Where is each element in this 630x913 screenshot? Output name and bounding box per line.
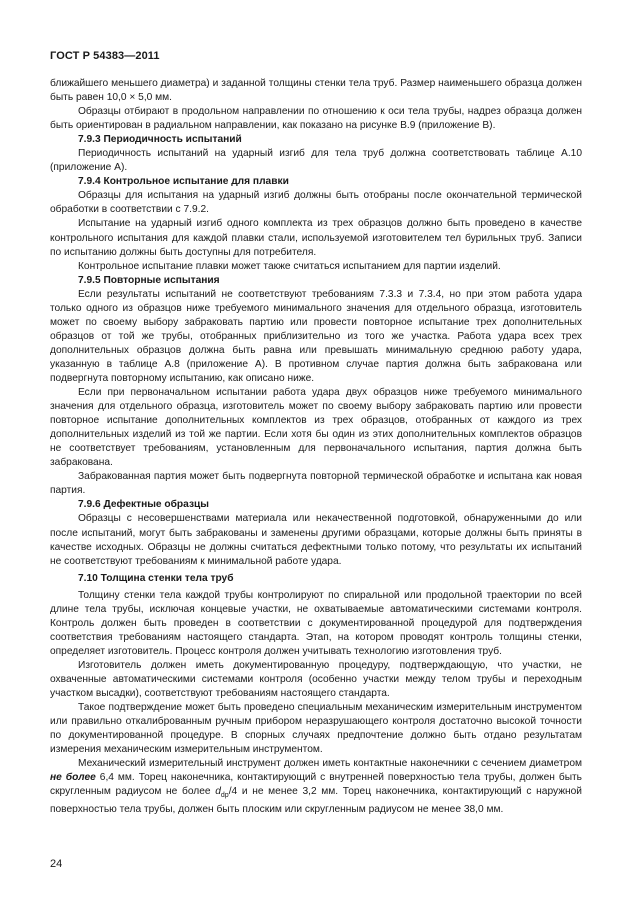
paragraph: Такое подтверждение может быть проведено специальным механическим измерительным инструментом или правильно откалиброванным ручным прибором неразрушающего контроля достаточно высокой точности по документированной процедуре. В спорных случаях предпочтение должно быть отдано результатам измерения механическим измерительным инструментом.: [50, 702, 582, 756]
paragraph: Образцы отбирают в продольном направлении по отношению к оси тела трубы, надрез образца должен быть ориентирован в радиальном направлении, как показано на рисунке В.9 (приложение В).: [50, 106, 582, 132]
paragraph: Испытание на ударный изгиб одного комплекта из трех образцов должно быть проведено в качестве контрольного испытания для каждой плавки стали, используемой изготовителем тел бурильных труб. Записи по испытанию должны быть доступны для потребителя.: [50, 218, 582, 258]
text-run: 6,4 мм. Торец наконечника, контактирующий с внутренней поверхностью тела трубы, должен быть скругленным радиусом не более: [50, 772, 582, 798]
section-heading: 7.9.4 Контрольное испытание для плавки: [78, 176, 289, 188]
section-heading: 7.9.5 Повторные испытания: [78, 274, 220, 286]
paragraph: Периодичность испытаний на ударный изгиб для тела труб должна соответствовать таблице А.10 (приложение А).: [50, 148, 582, 174]
paragraph: Контрольное испытание плавки может также считаться испытанием для партии изделий.: [78, 260, 501, 272]
paragraph: Образцы для испытания на ударный изгиб должны быть отобраны после окончательной термической обработки в соответствии с 7.9.2.: [50, 190, 582, 216]
section-heading: 7.9.3 Периодичность испытаний: [78, 134, 242, 146]
text-run: $d_{dp}$: [215, 786, 229, 800]
paragraph: Изготовитель должен иметь документированную процедуру, подтверждающую, что участки, не охваченные автоматическими системами контроля (особенно участки между телом трубы и переходным участком высадки), соответствуют требованиям настоящего стандарта.: [50, 659, 582, 700]
section-heading: 7.10 Толщина стенки тела труб: [78, 572, 234, 584]
paragraph: Если при первоначальном испытании работа удара двух образцов ниже требуемого минимального значения для отдельного образца, изготовитель может по своему выбору забраковать партию или провести повторное испытание дополнительных комплектов из трех образцов, отобранных от каждого из трех дополнительных изделий из той же партии. Если хотя бы один из этих дополнительных комплектов образцов не соответствует требованиям, установленным для первоначального испытания, партия должна быть забракована.: [50, 387, 582, 469]
text-run: dp: [220, 792, 229, 800]
document-body: [50, 77, 582, 817]
page-number: 24: [50, 858, 63, 870]
document-header: ГОСТ Р 54383—2011: [50, 50, 160, 62]
section-heading: 7.9.6 Дефектные образцы: [78, 499, 209, 511]
text-run: /4 и не менее 3,2 мм. Торец наконечника, контактирующий с наружной поверхностью тела трубы, должен быть плоским или скругленным радиусом не менее 38,0 мм.: [50, 786, 582, 816]
paragraph: [50, 757, 582, 817]
paragraph: Если результаты испытаний не соответствуют требованиям 7.3.3 и 7.3.4, но при этом работа удара только одного из образцов ниже требуемого минимального значения для отдельного образца, изготовитель может по своему выбору забраковать партию или провести повторное испытание трех дополнительных образцов от той же трубы, отобранных приблизительно из того же участка. Работа удара всех трех дополнительных образцов должна быть равна или превышать минимальную среднюю работу удара, указанную в таблице А.8 (приложение А). В противном случае партия должна быть забракована или подвергнута повторному испытанию, как описано ниже.: [50, 288, 582, 384]
paragraph: Забракованная партия может быть подвергнута повторной термической обработке и испытана как новая партия.: [50, 471, 582, 497]
text-run: Механический измерительный инструмент должен иметь контактные наконечники с сечением диаметром: [78, 758, 582, 770]
paragraph: Образцы с несовершенствами материала или некачественной подготовкой, обнаруженными до или после испытаний, могут быть забракованы и заменены другими образцами, которые должны быть приняты в качестве исходных. Образцы не должны считаться дефектными только потому, что результаты их испытаний не соответствуют требованиям к минимальной работе удара.: [50, 513, 582, 567]
text-run: не более: [50, 772, 96, 784]
paragraph: ближайшего меньшего диаметра) и заданной толщины стенки тела труб. Размер наименьшего образца должен быть равен 10,0 × 5,0 мм.: [50, 78, 582, 104]
paragraph: Толщину стенки тела каждой трубы контролируют по спиральной или продольной траектории по всей длине тела трубы, исключая концевые участки, не охватываемые автоматическими системами контроля. Контроль должен быть проведен в соответствии с документированной процедурой для подтверждения соответствия требованиям настоящего стандарта. Этап, на котором проводят контроль толщины стенки, определяет изготовитель. Процесс контроля должен учитывать технологию изготовления труб.: [50, 589, 582, 657]
